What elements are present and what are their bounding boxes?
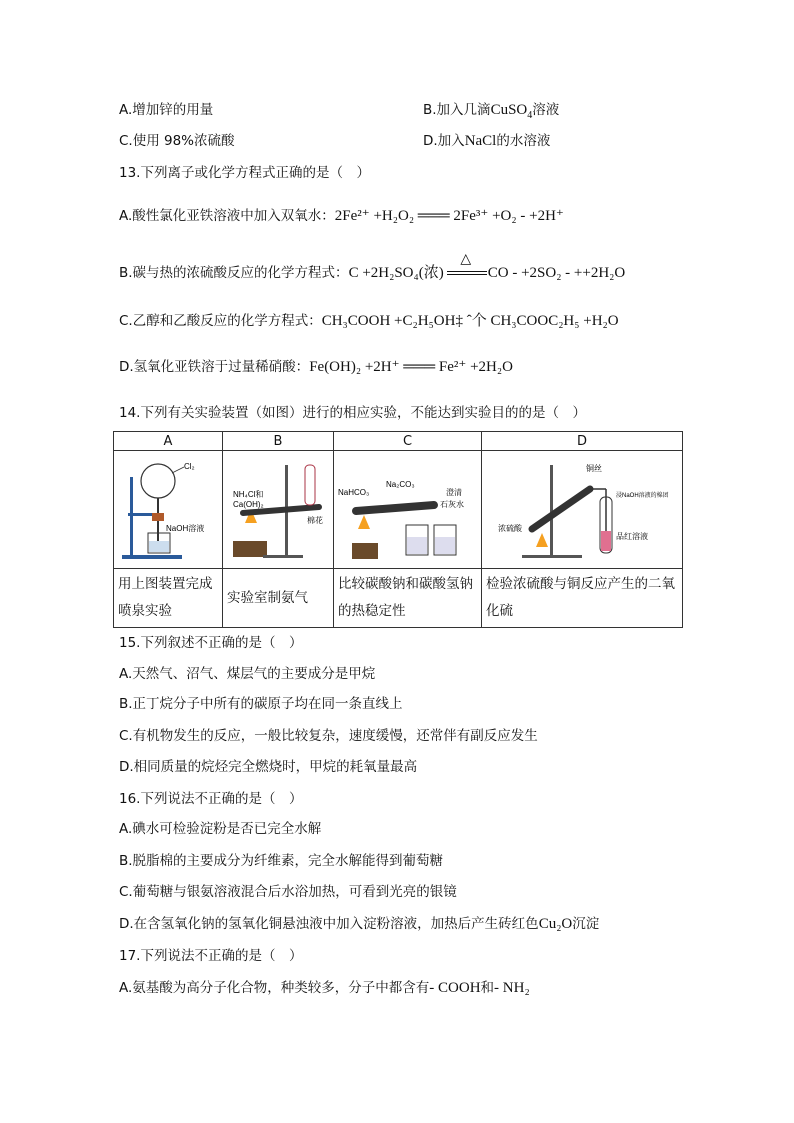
label-naoh: NaOH溶液 bbox=[166, 524, 205, 533]
option-12b-text: B.加入几滴 bbox=[423, 102, 491, 118]
formula-cooh: - COOH bbox=[429, 980, 481, 996]
label-conc-acid: 浓硫酸 bbox=[498, 524, 522, 533]
label-clear: 澄清 bbox=[446, 488, 462, 497]
option-12a: A.增加锌的用量 bbox=[119, 102, 214, 118]
option-12b-formula: CuSO$_4$ bbox=[490, 102, 533, 121]
option-12b bbox=[423, 100, 559, 120]
option-15a: A.天然气、沼气、煤层气的主要成分是甲烷 bbox=[119, 666, 376, 682]
label-limewater: 石灰水 bbox=[440, 500, 464, 509]
option-17a: A.氨基酸为高分子化合物，种类较多，分子中都含有- COOH和- NH₂ bbox=[119, 980, 530, 996]
option-16d: D.在含氢氧化钠的氢氧化铜悬浊液中加入淀粉溶液，加热后产生砖红色Cu₂O沉淀 bbox=[119, 916, 600, 932]
option-12d: D.加入NaCl的水溶液 bbox=[423, 133, 551, 149]
equation-13d: Fe(OH)₂ +2H⁺ ═══ Fe²⁺ +2H₂O bbox=[309, 359, 513, 375]
apparatus-a bbox=[114, 451, 223, 569]
label-cotton: 棉花 bbox=[307, 516, 323, 525]
label-cl2: Cl₂ bbox=[184, 462, 195, 471]
header-d: D bbox=[482, 432, 683, 451]
fountain-apparatus-figure bbox=[114, 451, 222, 564]
label-caoh2: Ca(OH)₂ bbox=[233, 500, 264, 509]
heat-condition: △ bbox=[444, 263, 488, 283]
label-magenta: 品红溶液 bbox=[616, 532, 648, 541]
option-13d: D.氢氧化亚铁溶于过量稀硝酸：Fe(OH)₂ +2H⁺ ═══ Fe²⁺ +2H₂O bbox=[119, 359, 513, 375]
label-naoh-cotton: 浸NaOH溶液的棉团 bbox=[616, 493, 669, 499]
caption-a: 用上图装置完成喷泉实验 bbox=[114, 569, 223, 628]
header-a: A bbox=[114, 432, 223, 451]
label-na2co3: Na₂CO₃ bbox=[386, 480, 415, 489]
header-c: C bbox=[334, 432, 482, 451]
option-12d-formula: NaCl bbox=[464, 133, 497, 149]
option-13c: C.乙醇和乙酸反应的化学方程式：CH₃COOH +C₂H₅OH‡ ˆ个 CH₃COOC₂H₅ +H₂O bbox=[119, 313, 619, 329]
equation-13a: 2Fe²⁺ +H₂O₂ ═══ 2Fe³⁺ +O₂ - +2H⁺ bbox=[334, 208, 564, 224]
formula-nh2: - NH₂ bbox=[494, 980, 530, 996]
option-12c: C.使用 98%浓硫酸 bbox=[119, 133, 235, 149]
option-13a: A.酸性氯化亚铁溶液中加入双氧水：2Fe²⁺ +H₂O₂ ═══ 2Fe³⁺ +O₂ - +2H⁺ bbox=[119, 208, 564, 224]
label-nahco3: NaHCO₃ bbox=[338, 488, 370, 497]
question-13-stem: 13.下列离子或化学方程式正确的是（ ） bbox=[119, 165, 370, 181]
option-16c: C.葡萄糖与银氨溶液混合后水浴加热，可看到光亮的银镜 bbox=[119, 884, 457, 900]
thermal-stability-apparatus-figure bbox=[334, 451, 481, 564]
formula-cu2o: Cu₂O bbox=[538, 916, 573, 932]
question-16-stem: 16.下列说法不正确的是（ ） bbox=[119, 791, 303, 807]
experiment-table bbox=[113, 431, 683, 628]
option-15d: D.相同质量的烷烃完全燃烧时，甲烷的耗氧量最高 bbox=[119, 759, 418, 775]
caption-d: 检验浓硫酸与铜反应产生的二氧化硫 bbox=[482, 569, 683, 628]
equation-13c: CH₃COOH +C₂H₅OH‡ ˆ个 CH₃COOC₂H₅ +H₂O bbox=[321, 313, 619, 329]
option-16a: A.碘水可检验淀粉是否已完全水解 bbox=[119, 821, 322, 837]
option-12b-suffix: 溶液 bbox=[532, 102, 560, 118]
option-13b: B.碳与热的浓硫酸反应的化学方程式：C +2H₂SO₄(浓) △ CO - +2SO₂ - ++2H₂O bbox=[119, 251, 626, 281]
option-15c: C.有机物发生的反应，一般比较复杂，速度缓慢，还常伴有副反应发生 bbox=[119, 728, 538, 744]
header-b: B bbox=[223, 432, 334, 451]
apparatus-b bbox=[223, 451, 334, 569]
question-14-stem: 14.下列有关实验装置（如图）进行的相应实验，不能达到实验目的的是（ ） bbox=[119, 405, 586, 421]
caption-c: 比较碳酸钠和碳酸氢钠的热稳定性 bbox=[334, 569, 482, 628]
apparatus-c bbox=[334, 451, 482, 569]
label-nh4cl: NH₄Cl和 bbox=[233, 490, 264, 499]
caption-b: 实验室制氨气 bbox=[223, 569, 334, 628]
copper-acid-apparatus-figure bbox=[482, 451, 682, 564]
ammonia-apparatus-figure bbox=[223, 451, 333, 564]
question-15-stem: 15.下列叙述不正确的是（ ） bbox=[119, 635, 303, 651]
apparatus-d bbox=[482, 451, 683, 569]
option-16b: B.脱脂棉的主要成分为纤维素，完全水解能得到葡萄糖 bbox=[119, 853, 444, 869]
label-copper-wire: 铜丝 bbox=[586, 464, 602, 473]
question-17-stem: 17.下列说法不正确的是（ ） bbox=[119, 948, 303, 964]
option-15b: B.正丁烷分子中所有的碳原子均在同一条直线上 bbox=[119, 696, 403, 712]
